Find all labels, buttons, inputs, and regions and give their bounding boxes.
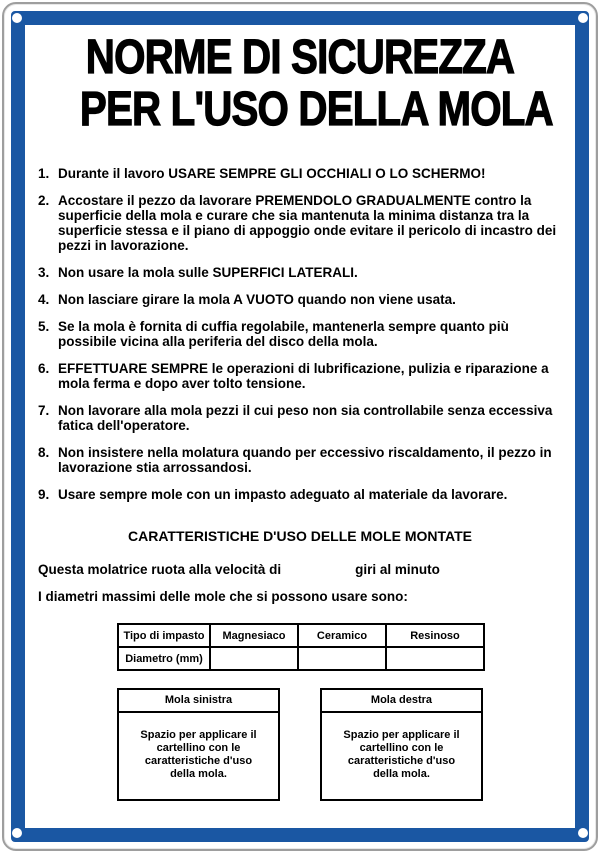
rule-item-4 <box>38 292 562 307</box>
table-row-diametro <box>118 647 484 670</box>
rule-item-1 <box>38 166 562 181</box>
speed-blank-field <box>281 561 355 574</box>
rule-text: Durante il lavoro USARE SEMPRE GLI OCCHIALI O LO SCHERMO! <box>58 166 486 181</box>
rule-number: 7. <box>38 403 50 418</box>
mola-sinistra-box <box>117 688 280 801</box>
table-header-ceramico: Ceramico <box>298 624 386 647</box>
rule-number: 4. <box>38 292 50 307</box>
screw-hole-top-left-icon <box>12 13 22 23</box>
screw-hole-top-right-icon <box>578 13 588 23</box>
rule-item-7 <box>38 403 562 433</box>
mola-boxes-row <box>117 688 483 801</box>
table-header-tipo: Tipo di impasto <box>118 624 210 647</box>
sign-title <box>79 31 553 136</box>
sign-title-line1: NORME DI SICUREZZA <box>85 31 515 84</box>
mola-destra-body: Spazio per applicare il cartellino con le caratteristiche d'uso della mola. <box>343 729 460 780</box>
impasto-table <box>117 623 485 671</box>
mola-destra-title: Mola destra <box>322 690 481 713</box>
speed-line-after: giri al minuto <box>355 562 440 577</box>
safety-rules-list <box>38 166 562 502</box>
table-header-magnesiaco: Magnesiaco <box>210 624 298 647</box>
rule-number: 8. <box>38 445 50 460</box>
screw-hole-bottom-right-icon <box>578 828 588 838</box>
rule-text: Non insistere nella molatura quando per eccessivo riscaldamento, il pezzo in lavorazione stia arrossandosi. <box>58 445 552 475</box>
section-heading: CARATTERISTICHE D'USO DELLE MOLE MONTATE <box>128 528 472 544</box>
rule-text: Usare sempre mole con un impasto adeguato al materiale da lavorare. <box>58 487 508 502</box>
sign-content <box>25 25 575 828</box>
rule-text: Non lavorare alla mola pezzi il cui peso non sia controllabile senza eccessiva fatica dell'operatore. <box>58 403 553 433</box>
rule-item-8 <box>38 445 562 475</box>
safety-sign-plate <box>2 2 598 851</box>
rule-item-6 <box>38 361 562 391</box>
rule-number: 3. <box>38 265 50 280</box>
rule-number: 5. <box>38 319 50 334</box>
rule-number: 9. <box>38 487 50 502</box>
mola-sinistra-body: Spazio per applicare il cartellino con le caratteristiche d'uso della mola. <box>140 729 257 780</box>
rule-number: 2. <box>38 193 50 208</box>
table-cell-diametro-label: Diametro (mm) <box>118 647 210 670</box>
speed-line <box>38 561 562 577</box>
rule-text: Accostare il pezzo da lavorare PREMENDOLO GRADUALMENTE contro la superficie della mola e curare che sia mantenuta la minima distanza tra la superficie stessa e il piano di appoggio onde evitare il pericolo di incastro dei pezzi in lavorazione. <box>58 193 557 253</box>
speed-line-before: Questa molatrice ruota alla velocità di <box>38 562 282 577</box>
rule-item-2 <box>38 193 562 253</box>
mola-sinistra-title: Mola sinistra <box>119 690 278 713</box>
diameters-line: I diametri massimi delle mole che si possono usare sono: <box>38 589 408 604</box>
rule-item-5 <box>38 319 562 349</box>
rule-item-9 <box>38 487 562 502</box>
characteristics-block <box>117 623 483 801</box>
screw-hole-bottom-left-icon <box>12 828 22 838</box>
table-header-resinoso: Resinoso <box>386 624 484 647</box>
rule-number: 1. <box>38 166 50 181</box>
sign-title-line2: PER L'USO DELLA MOLA <box>79 83 553 136</box>
rule-item-3 <box>38 265 562 280</box>
rule-number: 6. <box>38 361 50 376</box>
table-cell-diametro-magnesiaco <box>210 647 298 670</box>
table-cell-diametro-ceramico <box>298 647 386 670</box>
table-header-row <box>118 624 484 647</box>
rule-text: Non usare la mola sulle SUPERFICI LATERALI. <box>58 265 358 280</box>
rule-text: Non lasciare girare la mola A VUOTO quando non viene usata. <box>58 292 456 307</box>
rule-text: Se la mola è fornita di cuffia regolabile, mantenerla sempre quanto più possibile vicina alla periferia del disco della mola. <box>58 319 509 349</box>
table-cell-diametro-resinoso <box>386 647 484 670</box>
mola-destra-box <box>320 688 483 801</box>
rule-text: EFFETTUARE SEMPRE le operazioni di lubrificazione, pulizia e riparazione a mola ferma e dopo aver tolto tensione. <box>58 361 549 391</box>
